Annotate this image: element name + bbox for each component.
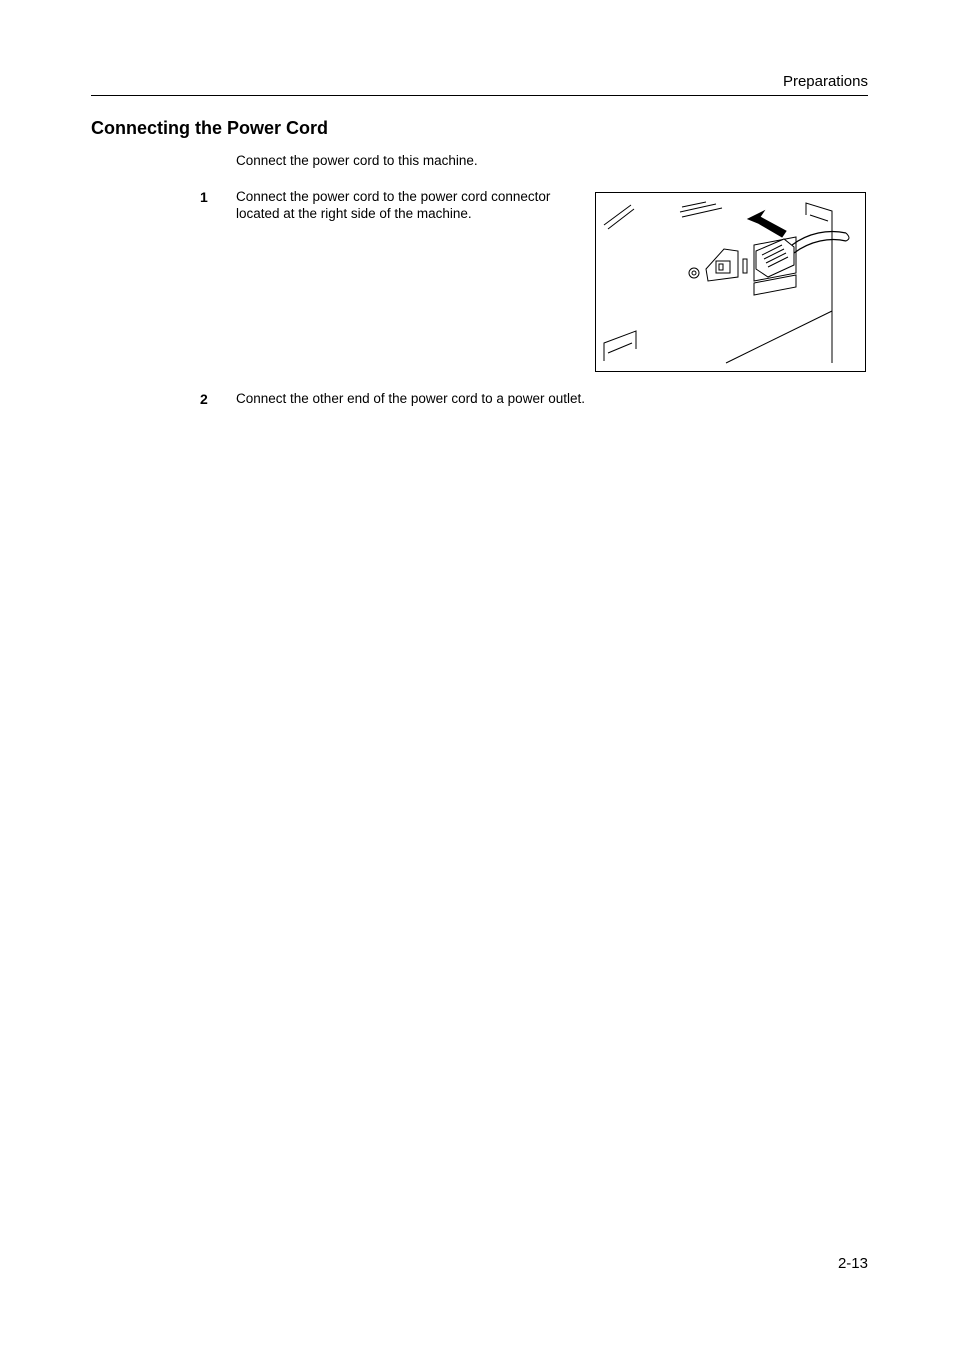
page-number: 2-13	[837, 1255, 868, 1272]
section-title: Connecting the Power Cord	[91, 118, 329, 138]
step-2-number: 2	[200, 391, 208, 407]
power-cord-illustration	[595, 192, 866, 372]
header-rule	[91, 95, 868, 96]
power-cord-drawing	[596, 193, 864, 370]
step-1-text: Connect the power cord to the power cord connector located at the right side of the machine.	[236, 189, 551, 221]
section-intro: Connect the power cord to this machine.	[236, 153, 478, 168]
step-1-number: 1	[200, 189, 208, 205]
header-section-label: Preparations	[782, 73, 868, 90]
step-2-text: Connect the other end of the power cord to a power outlet.	[236, 391, 585, 406]
